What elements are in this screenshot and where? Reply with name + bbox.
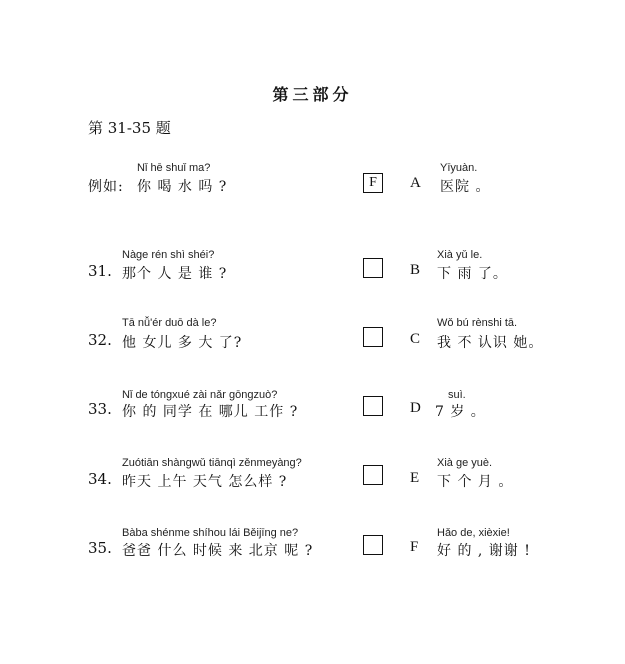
answer-box-31[interactable] [363, 258, 383, 278]
option-hanzi: 下 雨 了。 [437, 266, 508, 282]
question-hanzi: 那个 人 是 谁 ? [122, 266, 228, 282]
option-pinyin: Xià ge yuè. [437, 457, 493, 469]
option-letter: B [410, 262, 421, 278]
page-title: 第三部分 [272, 85, 353, 104]
question-number: 31. [88, 262, 112, 280]
example-label: 例如: [88, 179, 124, 195]
option-letter: C [410, 331, 421, 347]
answer-box-34[interactable] [363, 465, 383, 485]
example-pinyin: Nǐ hē shuǐ ma? [137, 162, 211, 174]
question-number: 33. [88, 400, 112, 418]
option-letter: F [410, 539, 419, 555]
example-hanzi: 你 喝 水 吗 ? [137, 179, 228, 195]
option-hanzi: 医院 。 [440, 179, 491, 195]
question-number: 32. [88, 331, 112, 349]
answer-box-33[interactable] [363, 396, 383, 416]
option-pinyin: Xià yǔ le. [437, 249, 483, 261]
option-pinyin: Yīyuàn. [440, 162, 478, 174]
question-number: 34. [88, 470, 112, 488]
option-pinyin: Hǎo de, xièxie! [437, 527, 510, 539]
option-hanzi: 我 不 认识 她。 [437, 335, 544, 351]
option-hanzi: 下 个 月 。 [437, 474, 514, 490]
question-pinyin: Nàge rén shì shéi? [122, 249, 215, 261]
section-subtitle: 第 31-35 题 [88, 119, 171, 137]
question-pinyin: Tā nǚ'ér duō dà le? [122, 317, 217, 329]
option-letter: A [410, 175, 421, 191]
example-answer-box: F [363, 173, 383, 193]
question-hanzi: 他 女儿 多 大 了? [122, 335, 243, 351]
option-letter: E [410, 470, 420, 486]
option-pinyin: Wǒ bú rènshi tā. [437, 317, 518, 329]
option-hanzi: 好 的 , 谢谢 ! [437, 543, 531, 559]
answer-box-35[interactable] [363, 535, 383, 555]
option-letter: D [410, 400, 421, 416]
question-pinyin: Bàba shénme shíhou lái Běijīng ne? [122, 527, 299, 539]
option-pinyin: suì. [448, 389, 466, 401]
question-pinyin: Zuótiān shàngwǔ tiānqì zěnmeyàng? [122, 457, 302, 469]
question-hanzi: 爸爸 什么 时候 来 北京 呢 ? [122, 543, 314, 559]
option-hanzi: 7 岁 。 [435, 404, 486, 420]
answer-box-32[interactable] [363, 327, 383, 347]
question-hanzi: 昨天 上午 天气 怎么样 ? [122, 474, 288, 490]
question-number: 35. [88, 539, 112, 557]
question-hanzi: 你 的 同学 在 哪儿 工作 ? [122, 404, 299, 420]
question-pinyin: Nǐ de tóngxué zài nǎr gōngzuò? [122, 389, 278, 401]
